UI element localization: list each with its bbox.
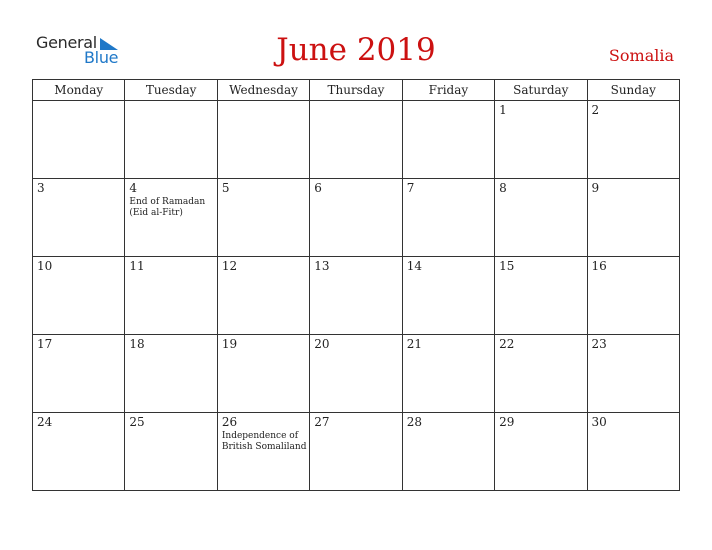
month-calendar [32,79,680,491]
holiday-label [588,117,679,119]
holiday-label [33,351,124,353]
holiday-label [495,273,586,275]
day-cell [310,179,402,257]
day-number: 9 [591,181,600,195]
day-number: 8 [499,181,507,195]
day-cell [587,257,679,335]
day-number: 28 [406,415,422,429]
holiday-label [125,273,216,275]
day-cell [402,413,494,491]
day-cell [402,179,494,257]
day-cell [33,413,125,491]
holiday-label [218,351,309,353]
holiday-label [495,429,586,431]
day-number: 13 [314,259,330,273]
day-number: 27 [314,415,330,429]
day-cell [125,335,217,413]
calendar-title: June 2019 [276,32,436,68]
day-number: 14 [406,259,422,273]
day-cell [217,335,309,413]
day-cell [587,179,679,257]
holiday-label [310,195,401,197]
day-number: 4 [129,181,138,195]
logo-text-general: General [36,33,97,52]
week-row [33,179,680,257]
day-cell [125,257,217,335]
day-number: 21 [406,337,422,351]
day-cell [495,257,587,335]
day-cell [217,257,309,335]
day-number: 15 [499,259,515,273]
holiday-label [403,429,494,431]
holiday-label [218,273,309,275]
day-cell [125,179,217,257]
week-row [33,335,680,413]
day-cell [587,101,679,179]
holiday-label [310,429,401,431]
day-number: 24 [37,415,53,429]
day-cell [402,335,494,413]
day-number: 19 [221,337,238,351]
holiday-label [310,103,401,105]
holiday-label [403,273,494,275]
weekday-header-wednesday: Wednesday [217,80,309,101]
day-number: 5 [221,181,230,195]
holiday-label [403,195,494,197]
day-cell [310,413,402,491]
weekday-header-friday: Friday [402,80,494,101]
day-number: 18 [129,337,145,351]
weekday-header-saturday: Saturday [495,80,587,101]
holiday-label [588,273,679,275]
day-number: 6 [314,181,322,195]
weekday-header-row [33,80,680,101]
day-cell [495,335,587,413]
holiday-label [218,195,309,197]
weekday-header-thursday: Thursday [310,80,402,101]
day-cell [33,257,125,335]
holiday-label [403,103,494,105]
week-row [33,257,680,335]
weekday-header-sunday: Sunday [587,80,679,101]
day-cell [310,101,402,179]
holiday-label [33,273,124,275]
holiday-label [403,351,494,353]
day-cell [310,335,402,413]
day-cell [125,413,217,491]
day-cell [125,101,217,179]
day-cell [587,413,679,491]
day-cell [33,101,125,179]
holiday-label [125,103,216,105]
holiday-label [310,273,401,275]
logo-text-blue: Blue [84,48,119,67]
day-number: 26 [221,415,238,429]
day-number: 7 [406,181,415,195]
holiday-label [125,429,216,431]
day-number: 22 [499,337,515,351]
day-cell [310,257,402,335]
day-number: 23 [591,337,607,351]
week-row [33,413,680,491]
holiday-label [588,351,679,353]
day-number: 16 [591,259,607,273]
holiday-label [310,351,401,353]
holiday-label [588,195,679,197]
day-number: 25 [129,415,145,429]
day-number: 11 [129,259,145,273]
day-number: 2 [591,103,600,117]
holiday-label [33,195,124,197]
day-cell [495,413,587,491]
day-cell [217,413,309,491]
holiday-label [125,351,216,353]
day-cell [33,179,125,257]
day-cell [402,257,494,335]
day-cell [587,335,679,413]
day-number: 3 [37,181,45,195]
holiday-label [33,429,124,431]
country-label: Somalia [608,46,674,65]
day-number: 20 [314,337,330,351]
day-number: 17 [37,337,53,351]
day-cell [402,101,494,179]
weekday-header-tuesday: Tuesday [125,80,217,101]
day-cell [495,179,587,257]
holiday-label [33,103,124,105]
holiday-label [495,117,586,119]
day-cell [495,101,587,179]
day-number: 29 [499,415,515,429]
day-number: 1 [499,103,507,117]
day-number: 30 [591,415,607,429]
day-cell [217,179,309,257]
week-row [33,101,680,179]
day-number: 12 [221,259,238,273]
holiday-label [218,103,309,105]
holiday-label [495,351,586,353]
holiday-label [588,429,679,431]
day-cell [217,101,309,179]
day-number: 10 [37,259,53,273]
holiday-label: Independence of British Somaliland [221,431,307,452]
day-cell [33,335,125,413]
holiday-label [495,195,586,197]
weekday-header-monday: Monday [33,80,125,101]
holiday-label: End of Ramadan (Eid al-Fitr) [129,197,206,218]
